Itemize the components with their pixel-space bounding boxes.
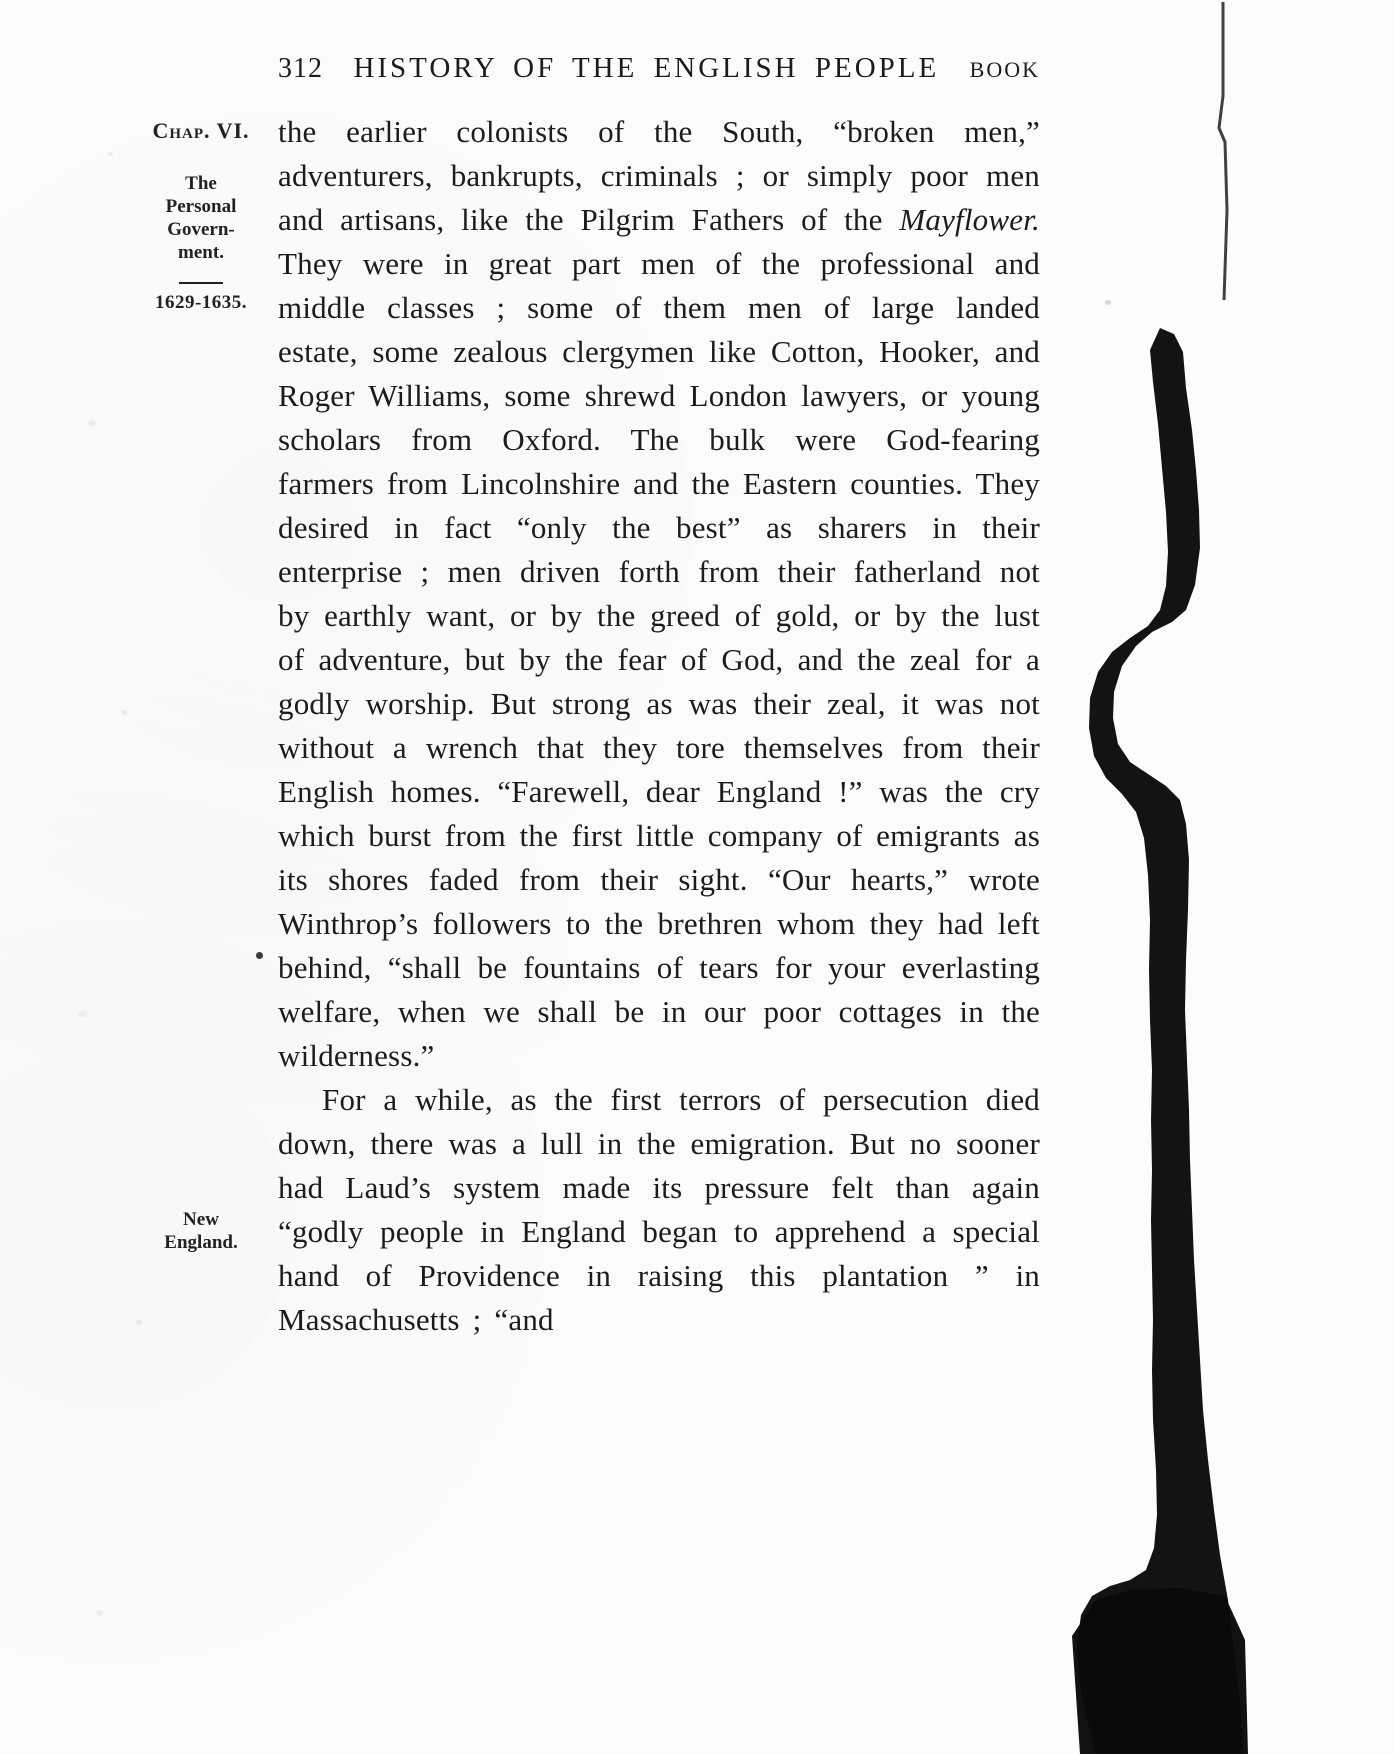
body-text — [278, 110, 1040, 1342]
running-title: HISTORY OF THE ENGLISH PEOPLE — [353, 52, 940, 84]
ink-streak-artifact — [1077, 328, 1243, 1754]
paper-speck — [96, 1610, 103, 1616]
ink-dot-artifact — [256, 952, 263, 959]
margin-note-section: The Personal Govern- ment. — [165, 173, 237, 263]
paragraph-2: For a while, as the first terrors of persecution died down, there was a lull in the emigration. But no sooner had Laud’s system made its pressure felt than again “godly people in England began to apprehend a special hand of Providence in raising this plantation ” in Massachusetts ; “and — [278, 1082, 1040, 1337]
ink-block-artifact — [1072, 1588, 1248, 1754]
paper-speck — [88, 420, 96, 426]
paper-speck — [78, 1010, 87, 1017]
margin-note-dates: 1629-1635. — [154, 292, 248, 313]
paper-speck — [136, 1320, 142, 1325]
book-label: BOOK — [969, 57, 1040, 82]
paragraph-1: the earlier colonists of the South, “broken men,” adventurers, bankrupts, criminals ; or simply poor men and artisans, like the Pilgrim Fathers of the Mayflower. They were in great part men of the professional and middle classes ; some of them men of large landed estate, some zealous clergymen like Cotton, Hooker, and Roger Williams, some shrewd London lawyers, or young scholars from Oxford. The bulk were God-fearing farmers from Lincolnshire and the Eastern counties. They desired in fact “only the best” as sharers in their enterprise ; men driven forth from their fatherland not by earthly want, or by the greed of gold, or by the lust of adventure, but by the fear of God, and the zeal for a godly worship. But strong as was their zeal, it was not without a wrench that they tore themselves from their English homes. “Farewell, dear England !” was the cry which burst from the first little company of emigrants as its shores faded from their sight. “Our hearts,” wrote Winthrop’s followers to the brethren whom they had left behind, “shall be fountains of tears for your everlasting welfare, when we shall be in our poor cottages in the wilderness.” — [278, 114, 1040, 1073]
margin-note-new-england: New England. — [164, 1209, 238, 1253]
page-header — [278, 52, 1040, 85]
page-number: 312 — [278, 53, 323, 84]
paper-speck — [122, 710, 127, 715]
margin-note-rule — [179, 282, 223, 284]
paper-speck — [1105, 300, 1111, 305]
paper-speck — [108, 152, 113, 156]
gutter-line-artifact — [1219, 2, 1227, 300]
margin-note-chapter: Chap. VI. — [152, 118, 250, 143]
